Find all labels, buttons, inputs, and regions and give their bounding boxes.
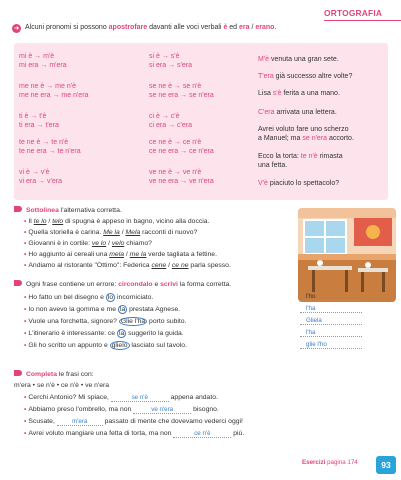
table-cell: mi era → m'era [19, 62, 67, 69]
example-line [258, 90, 340, 97]
exercise-reference[interactable] [302, 459, 358, 466]
error-circled[interactable]: glielo [111, 342, 128, 349]
section-title: ORTOGRAFIA [324, 8, 383, 18]
exercise-2-verb-write: scrivi [160, 281, 178, 288]
item-text: Il [28, 218, 34, 225]
answer-text[interactable]: l'ha [300, 329, 362, 337]
bullet-dot-icon: • [24, 251, 27, 258]
answer-field[interactable]: ve n'era [133, 406, 191, 414]
item-text: più. [231, 430, 245, 437]
option-1[interactable]: Me la [103, 229, 120, 236]
exercise-3-verb: Completa [26, 371, 57, 378]
table-cell: ci era → c'era [149, 122, 192, 129]
example-text: accorto. [327, 135, 354, 142]
exercise-1-item [24, 262, 231, 269]
error-circled[interactable]: lo [107, 294, 114, 301]
item-text: racconti di nuovo? [140, 229, 198, 236]
example-pronoun: C'era [258, 109, 275, 116]
option-2[interactable]: me la [129, 251, 147, 258]
exercise-3-title [14, 370, 94, 378]
example-text: ferita a una mano. [281, 90, 340, 97]
example-text: Lisa [258, 90, 273, 97]
example-text: a Manuel; ma [258, 135, 303, 142]
item-text: Cerchi Antonio? Mi spiace, [28, 394, 111, 401]
example-line [258, 153, 343, 160]
example-line [258, 162, 287, 169]
header-underline [324, 20, 401, 21]
option-2[interactable]: telo [52, 218, 64, 225]
error-circled[interactable]: la [118, 330, 125, 337]
exercise-marker-icon [14, 280, 22, 286]
exercise-2-item [24, 330, 184, 337]
example-pronoun: T'era [258, 73, 274, 80]
item-text: Avrei voluto mangiare una fetta di torta, ma non [28, 430, 174, 437]
example-text: una fetta. [258, 162, 288, 169]
intro-middle: davanti alle voci verbali [147, 24, 224, 31]
exercise-1-item [24, 240, 152, 247]
exercise-1-instruction: l'alternativa corretta. [58, 207, 122, 214]
table-cell: mi è → m'è [19, 53, 55, 60]
example-pronoun: V'è [258, 180, 268, 187]
table-cell: ce ne è → ce n'è [149, 139, 202, 146]
item-text: chiamo? [124, 240, 152, 247]
bullet-dot-icon: • [24, 430, 27, 437]
answer-field[interactable] [300, 317, 362, 325]
item-text: appena andato. [168, 394, 218, 401]
option-2[interactable]: ce ne [171, 262, 189, 269]
item-text: lasciato sul tavolo. [129, 342, 187, 349]
item-text: Scusate, [28, 418, 57, 425]
exercise-3-item [24, 394, 218, 402]
bullet-dot-icon: • [24, 229, 27, 236]
table-cell: ve ne era → ve n'era [149, 178, 214, 185]
exercise-2-item [24, 342, 187, 349]
error-circled[interactable]: Glie l'ha [120, 318, 146, 325]
item-text: Gli ho scritto un appunto e [28, 342, 110, 349]
example-line [258, 180, 339, 187]
item-text: prestata Agnese. [127, 306, 181, 313]
table-cell: me ne era → me n'era [19, 92, 89, 99]
answer-field[interactable] [300, 329, 362, 337]
bullet-dot-icon: • [24, 342, 27, 349]
item-text: Ho aggiunto ai cereali una [28, 251, 110, 258]
item-text: verde tagliata a fettine. [146, 251, 217, 258]
exercise-2-item [24, 306, 180, 313]
intro-slash: / [249, 24, 256, 31]
example-pronoun: te n'è [300, 153, 318, 160]
table-cell: te ne è → te n'è [19, 139, 69, 146]
bullet-dot-icon: • [24, 262, 27, 269]
intro-highlight-apostrofare: apostrofare [108, 24, 148, 31]
table-cell: se ne era → se n'era [149, 92, 214, 99]
exercise-2-item [24, 294, 153, 301]
example-line [258, 126, 349, 133]
intro-highlight-era: era [239, 24, 250, 31]
example-line [258, 73, 352, 80]
item-text: Abbiamo preso l'ombrello, ma non [28, 406, 134, 413]
exercise-3-item [24, 406, 219, 414]
exercise-2-verb-circle: circondalo [118, 281, 153, 288]
intro-highlight-e: è [223, 24, 228, 31]
table-cell: vi era → v'era [19, 178, 62, 185]
exercise-3-instruction: le frasi con: [56, 371, 94, 378]
example-pronoun: s'è [272, 90, 282, 97]
exercise-2-instruction: Ogni frase contiene un errore: [26, 281, 119, 288]
example-text: rimasta [317, 153, 343, 160]
answer-field[interactable] [300, 305, 362, 313]
option-separator: / [124, 251, 130, 258]
intro-text [12, 24, 392, 33]
example-text: piaciuto lo spettacolo? [267, 180, 340, 187]
exercise-reference-label: Esercizi [302, 459, 326, 466]
item-text: L'itinerario è interessante: ce [28, 330, 117, 337]
intro-highlight-erano: erano [255, 24, 275, 31]
table-cell: si era → s'era [149, 62, 192, 69]
table-cell: vi è → v'è [19, 169, 50, 176]
exercise-marker-icon [14, 370, 22, 376]
item-text: Giovanni è in cortile: [28, 240, 92, 247]
bullet-dot-icon: • [24, 306, 27, 313]
answer-text[interactable]: Gliela [300, 317, 362, 325]
option-list: m'era • se n'è • ce n'è • ve n'era [14, 382, 110, 389]
exercise-reference-page: pagina 174 [325, 459, 358, 466]
bullet-dot-icon: • [24, 318, 27, 325]
answer-field[interactable]: se n'è [111, 394, 169, 402]
exercise-2-item [24, 318, 186, 325]
intro-end: . [274, 24, 277, 31]
item-text: suggerito la guida. [126, 330, 184, 337]
bullet-dot-icon: • [24, 418, 27, 425]
example-text: venuta una gran sete. [269, 56, 339, 63]
table-cell: si è → s'è [149, 53, 180, 60]
restaurant-illustration [298, 208, 396, 302]
example-text: Ecco la torta: [258, 153, 301, 160]
exercise-1-item [24, 218, 209, 225]
answer-field[interactable] [300, 293, 362, 301]
example-pronoun: M'è [258, 56, 270, 63]
item-text: Vuole una forchetta, signore? [28, 318, 119, 325]
table-cell: ci è → c'è [149, 113, 180, 120]
example-pronoun: se n'era [302, 135, 328, 142]
exercise-2-and: e [152, 281, 161, 288]
exercise-marker-icon [14, 206, 22, 212]
intro-and: ed [227, 24, 240, 31]
exercise-2-title [14, 280, 231, 288]
table-cell: ti è → t'è [19, 113, 47, 120]
section-header [324, 6, 401, 23]
pronoun-table [14, 43, 388, 200]
answer-text[interactable]: l'ho [300, 293, 362, 301]
answer-field[interactable]: ce n'è [173, 430, 231, 438]
table-cell: ti era → t'era [19, 122, 59, 129]
intro-before: Alcuni pronomi si possono [25, 24, 109, 31]
answer-field[interactable]: m'era [57, 418, 103, 426]
example-text: Avrei voluto fare uno scherzo [258, 126, 349, 133]
exercise-1-item [24, 251, 217, 258]
bullet-dot-icon: • [24, 294, 27, 301]
item-text: di spugna è appeso in bagno, vicino alla doccia. [63, 218, 210, 225]
option-1[interactable]: ve lo [91, 240, 107, 247]
bullet-dot-icon: • [24, 330, 27, 337]
option-2[interactable]: Mela [125, 229, 141, 236]
item-text: Io non avevo la gomma e me [28, 306, 118, 313]
table-cell: ce ne era → ce n'era [149, 148, 214, 155]
option-separator: / [119, 229, 126, 236]
example-text: arrivata una lettera. [274, 109, 337, 116]
exercise-1-item [24, 229, 197, 236]
item-text: Andiamo al ristorante "Ottimo": Federica [28, 262, 152, 269]
item-text: parla spesso. [188, 262, 231, 269]
answer-text[interactable]: l'ha [300, 305, 362, 313]
item-text: incorniciato. [115, 294, 154, 301]
arrow-right-icon: ➜ [13, 25, 20, 32]
exercise-2-instruction-end: la forma corretta. [177, 281, 232, 288]
option-1[interactable]: cene [151, 262, 167, 269]
item-text: Ho fatto un bel disegno e [28, 294, 106, 301]
example-line [258, 135, 354, 142]
item-text: passato di mente che dovevamo vederci oggi! [102, 418, 243, 425]
item-text: Quella storiella è carina. [28, 229, 104, 236]
table-cell: me ne è → me n'è [19, 83, 76, 90]
bullet-dot-icon: • [24, 406, 27, 413]
example-line [258, 56, 339, 63]
option-separator: / [106, 240, 112, 247]
page-number-badge: 93 [376, 456, 396, 474]
error-circled[interactable]: la [119, 306, 126, 313]
answer-field[interactable] [300, 341, 362, 349]
option-separator: / [46, 218, 53, 225]
bullet-dot-icon: • [24, 394, 27, 401]
example-line [258, 109, 337, 116]
example-text: già successo altre volte? [273, 73, 353, 80]
table-cell: ve ne è → ve n'è [149, 169, 202, 176]
option-1[interactable]: te lo [33, 218, 47, 225]
option-2[interactable]: velo [111, 240, 125, 247]
exercise-1-title [14, 206, 122, 214]
answer-text[interactable]: glie l'ho [300, 341, 362, 349]
item-text: porto subito. [147, 318, 187, 325]
item-text: bisogno. [191, 406, 219, 413]
exercise-1-verb: Sottolinea [26, 207, 59, 214]
bullet-dot-icon: • [24, 218, 27, 225]
table-cell: te ne era → te n'era [19, 148, 81, 155]
restaurant-scene-icon [298, 208, 396, 302]
table-cell: se ne è → se n'è [149, 83, 202, 90]
option-1[interactable]: mela [109, 251, 124, 258]
bullet-dot-icon: • [24, 240, 27, 247]
exercise-3-item [24, 430, 244, 438]
option-separator: / [166, 262, 172, 269]
exercise-3-options [14, 382, 109, 389]
exercise-3-item [24, 418, 243, 426]
